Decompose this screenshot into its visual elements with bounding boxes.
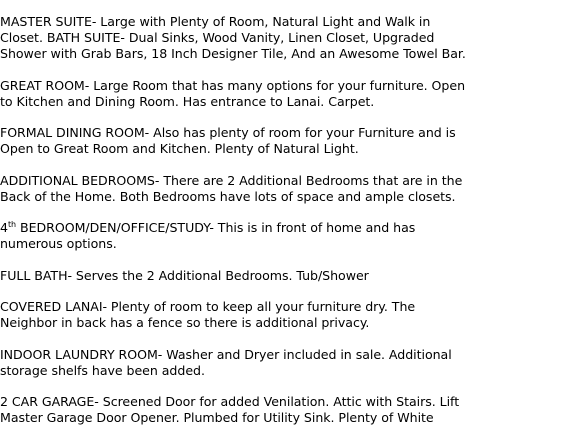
paragraph-covered-lanai	[0, 299, 576, 331]
paragraph-full-bath	[0, 268, 576, 284]
text-line	[0, 220, 576, 236]
text-fragment: BEDROOM/DEN/OFFICE/STUDY- This is in front of home and has	[16, 220, 416, 235]
text-line: GREAT ROOM- Large Room that has many options for your furniture. Open	[0, 77, 465, 93]
text-line: FORMAL DINING ROOM- Also has plenty of room for your Furniture and is	[0, 125, 456, 140]
text-line: Shower with Grab Bars, 18 Inch Designer Tile, And an Awesome Towel Bar.	[0, 46, 466, 61]
text-line: storage shelfs have been added.	[0, 362, 205, 378]
text-line: INDOOR LAUNDRY ROOM- Washer and Dryer included in sale. Additional	[0, 346, 452, 362]
paragraph-indoor-laundry	[0, 347, 576, 379]
text-line: FULL BATH- Serves the 2 Additional Bedrooms. Tub/Shower	[0, 267, 369, 283]
paragraph-great-room	[0, 78, 576, 110]
text-line: Neighbor in back has a fence so there is additional privacy.	[0, 315, 370, 330]
text-line: 2 CAR GARAGE- Screened Door for added Venilation. Attic with Stairs. Lift	[0, 394, 460, 409]
paragraph-master-suite	[0, 14, 576, 62]
paragraph-fourth-bedroom	[0, 220, 576, 252]
paragraph-formal-dining-room	[0, 125, 576, 157]
ordinal-suffix: th	[7, 220, 17, 229]
text-line: COVERED LANAI- Plenty of room to keep all your furniture dry. The	[0, 299, 416, 314]
document-body	[0, 14, 576, 442]
text-line: Closet. BATH SUITE- Dual Sinks, Wood Vanity, Linen Closet, Upgraded	[0, 30, 435, 45]
paragraph-additional-bedrooms	[0, 173, 576, 205]
text-line: Back of the Home. Both Bedrooms have lots of space and ample closets.	[0, 188, 456, 204]
text-line: Master Garage Door Opener. Plumbed for Utility Sink. Plenty of White	[0, 410, 434, 425]
text-line: ADDITIONAL BEDROOMS- There are 2 Additional Bedrooms that are in the	[0, 172, 463, 188]
text-line: to Kitchen and Dining Room. Has entrance to Lanai. Carpet.	[0, 93, 375, 109]
text-line: numerous options.	[0, 236, 117, 251]
ordinal-number: 4	[0, 220, 8, 235]
text-line: MASTER SUITE- Large with Plenty of Room, Natural Light and Walk in	[0, 14, 431, 29]
paragraph-car-garage	[0, 394, 576, 426]
text-line: Open to Great Room and Kitchen. Plenty of Natural Light.	[0, 141, 359, 156]
